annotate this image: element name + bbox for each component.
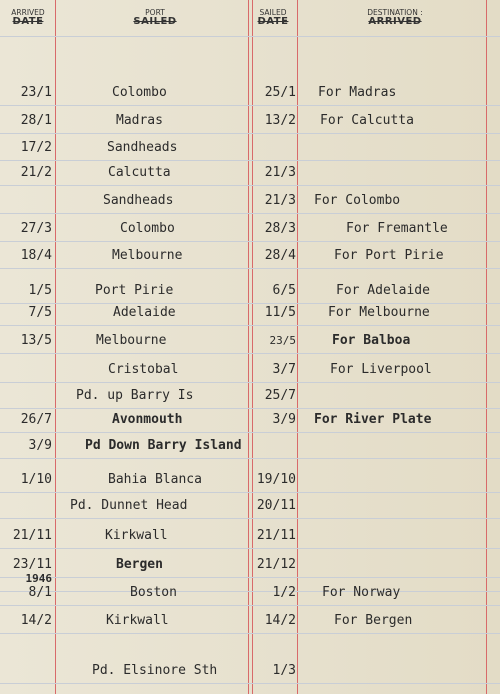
cell-sailed: 23/5: [269, 334, 296, 347]
row-rule: [0, 518, 500, 519]
header-sailed: SAILED DATE: [257, 8, 289, 27]
cell-destination: For Fremantle: [346, 221, 448, 236]
cell-destination: For Adelaide: [336, 283, 430, 298]
cell-port: Port Pirie: [95, 283, 174, 298]
cell-sailed: 21/3: [264, 193, 296, 208]
cell-port: Kirkwall: [106, 613, 169, 628]
cell-arrived: 26/7: [20, 412, 52, 427]
cell-sailed: 25/1: [264, 85, 296, 100]
cell-port: Colombo: [112, 85, 167, 100]
cell-arrived: 1/10: [20, 472, 52, 487]
cell-port: Calcutta: [108, 165, 171, 180]
cell-destination: For River Plate: [314, 412, 432, 427]
cell-arrived: 7/5: [28, 305, 52, 320]
cell-port: Sandheads: [107, 140, 178, 155]
cell-sailed: 28/3: [264, 221, 296, 236]
row-rule: [0, 105, 500, 106]
cell-arrived: 28/1: [20, 113, 52, 128]
cell-port: Melbourne: [112, 248, 183, 263]
cell-port: Colombo: [120, 221, 175, 236]
cell-sailed: 21/3: [264, 165, 296, 180]
row-rule: [0, 633, 500, 634]
cell-port: Avonmouth: [112, 412, 183, 427]
cell-port: Melbourne: [96, 333, 167, 348]
row-rule: [0, 605, 500, 606]
row-rule: [0, 432, 500, 433]
row-rule: [0, 492, 500, 493]
cell-port: Cristobal: [108, 362, 179, 377]
row-rule: [0, 548, 500, 549]
row-rule: [0, 303, 500, 304]
header-port: PORT SAILED: [133, 8, 177, 27]
cell-destination: For Port Pirie: [334, 248, 444, 263]
cell-sailed: 3/9: [272, 412, 296, 427]
cell-sailed: 13/2: [264, 113, 296, 128]
cell-port: Bergen: [116, 557, 163, 572]
cell-port: Madras: [116, 113, 163, 128]
cell-port: Pd. Dunnet Head: [70, 498, 188, 513]
row-rule: [0, 408, 500, 409]
cell-sailed: 3/7: [272, 362, 296, 377]
cell-destination: For Bergen: [334, 613, 413, 628]
cell-sailed: 21/11: [256, 528, 296, 543]
row-rule: [0, 268, 500, 269]
cell-port: Adelaide: [113, 305, 176, 320]
cell-destination: For Norway: [322, 585, 401, 600]
row-rule: [0, 160, 500, 161]
row-rule: [0, 353, 500, 354]
cell-sailed: 1/2: [272, 585, 296, 600]
cell-sailed: 28/4: [264, 248, 296, 263]
cell-port: Pd. Elsinore Sth: [92, 663, 218, 678]
cell-arrived: 21/2: [20, 165, 52, 180]
header-destination: DESTINATION : ARRIVED: [367, 8, 423, 27]
cell-arrived: 1/5: [28, 283, 52, 298]
cell-sailed: 11/5: [264, 305, 296, 320]
cell-arrived: 23/1: [20, 85, 52, 100]
cell-arrived: 17/2: [20, 140, 52, 155]
cell-port: Kirkwall: [105, 528, 168, 543]
row-rule: [0, 382, 500, 383]
cell-destination: For Melbourne: [328, 305, 430, 320]
cell-sailed: 25/7: [264, 388, 296, 403]
cell-port: Bahia Blanca: [108, 472, 202, 487]
cell-destination: For Madras: [318, 85, 397, 100]
cell-arrived: 1946: [25, 572, 52, 585]
cell-arrived: 21/11: [12, 528, 52, 543]
cell-port: Sandheads: [103, 193, 174, 208]
row-rule: [0, 325, 500, 326]
row-rule: [0, 213, 500, 214]
row-rule: [0, 241, 500, 242]
cell-arrived: 13/5: [20, 333, 52, 348]
cell-sailed: 21/12: [256, 557, 296, 572]
cell-sailed: 19/10: [256, 472, 296, 487]
cell-sailed: 20/11: [256, 498, 296, 513]
header-arrived: ARRIVED DATE: [11, 8, 45, 27]
cell-destination: For Liverpool: [330, 362, 432, 377]
row-rule: [0, 591, 500, 592]
cell-destination: For Balboa: [332, 333, 411, 348]
cell-port: Boston: [130, 585, 177, 600]
cell-arrived: 8/1: [28, 585, 52, 600]
row-rule: [0, 133, 500, 134]
cell-arrived: 27/3: [20, 221, 52, 236]
row-rule: [0, 185, 500, 186]
row-rule: [0, 458, 500, 459]
cell-destination: For Calcutta: [320, 113, 414, 128]
cell-port: Pd. up Barry Is: [76, 388, 194, 403]
cell-sailed: 6/5: [272, 283, 296, 298]
cell-arrived: 23/11: [12, 557, 52, 572]
cell-arrived: 18/4: [20, 248, 52, 263]
cell-destination: For Colombo: [314, 193, 401, 208]
row-rule: [0, 577, 500, 578]
cell-sailed: 1/3: [272, 663, 296, 678]
cell-sailed: 14/2: [264, 613, 296, 628]
cell-port: Pd Down Barry Island: [85, 438, 242, 453]
cell-arrived: 3/9: [28, 438, 52, 453]
row-rule: [0, 683, 500, 684]
cell-arrived: 14/2: [20, 613, 52, 628]
